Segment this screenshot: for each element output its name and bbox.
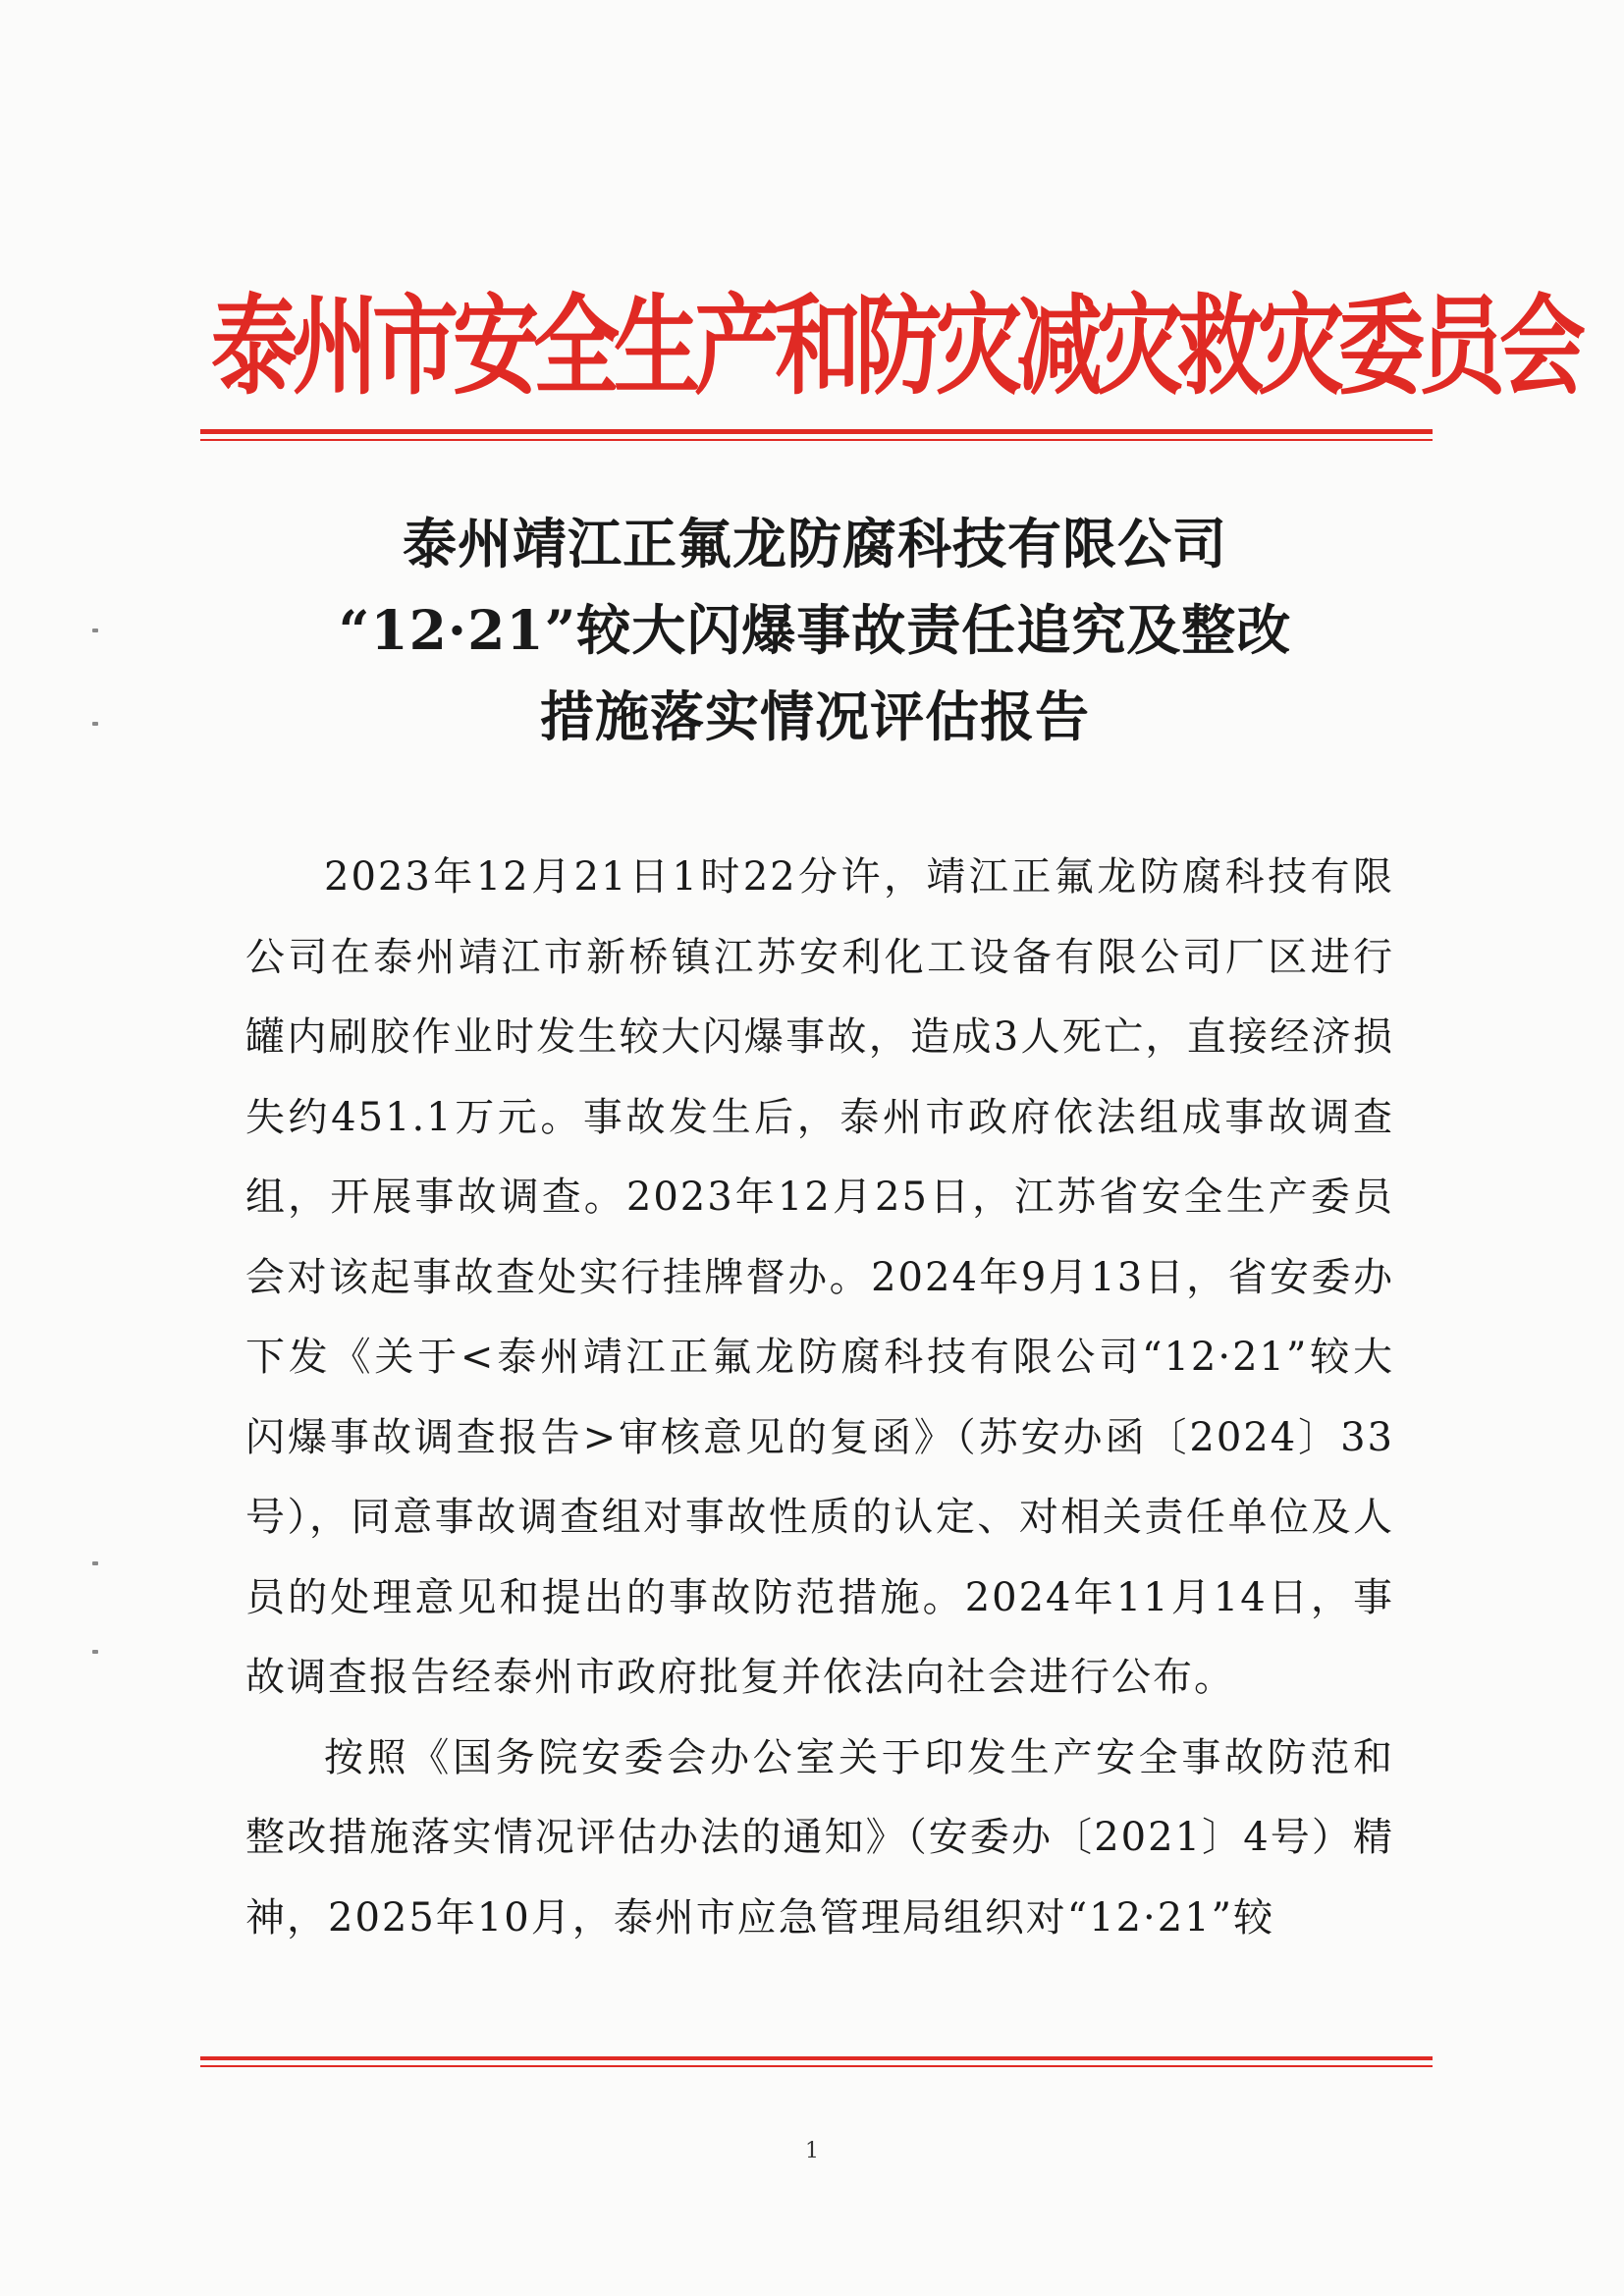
- body-paragraph-2: 按照《国务院安委会办公室关于印发生产安全事故防范和整改措施落实情况评估办法的通知》（安委办〔2021〕4号）精神，2025年10月，泰州市应急管理局组织对“12·21”较: [245, 1734, 1394, 1941]
- document-title-line-3: 措施落实情况评估报告: [539, 684, 1090, 748]
- document-title: [206, 501, 1424, 760]
- document-body: [245, 838, 1394, 1958]
- issuer-masthead: 泰州市安全生产和防灾减灾救灾委员会: [211, 282, 1581, 410]
- binding-hole-mark: [92, 1650, 98, 1654]
- document-title-line-1: 泰州靖江正氟龙防腐科技有限公司: [402, 512, 1227, 575]
- binding-hole-mark: [92, 722, 98, 726]
- footer-divider-thin: [200, 2065, 1433, 2067]
- body-paragraph-1: 2023年12月21日1时22分许，靖江正氟龙防腐科技有限公司在泰州靖江市新桥镇江苏安利化工设备有限公司厂区进行罐内刷胶作业时发生较大闪爆事故，造成3人死亡，直接经济损失约451.1万元。事故发生后，泰州市政府依法组成事故调查组，开展事故调查。2023年12月25日，江苏省安全生产委员会对该起事故查处实行挂牌督办。2024年9月13日，省安委办下发《关于<泰州靖江正氟龙防腐科技有限公司“12·21”较大闪爆事故调查报告>审核意见的复函》（苏安办函〔2024〕33号），同意事故调查组对事故性质的认定、对相关责任单位及人员的处理意见和提出的事故防范措施。2024年11月14日，事故调查报告经泰州市政府批复并依法向社会进行公布。: [245, 854, 1394, 1700]
- binding-hole-mark: [92, 629, 98, 632]
- document-title-line-2: “12·21”较大闪爆事故责任追究及整改: [338, 598, 1292, 662]
- binding-hole-mark: [92, 1561, 98, 1565]
- page-number: 1: [805, 2139, 819, 2163]
- header-divider-thin: [200, 439, 1433, 441]
- footer-divider: [200, 2056, 1433, 2060]
- header-divider: [200, 429, 1433, 434]
